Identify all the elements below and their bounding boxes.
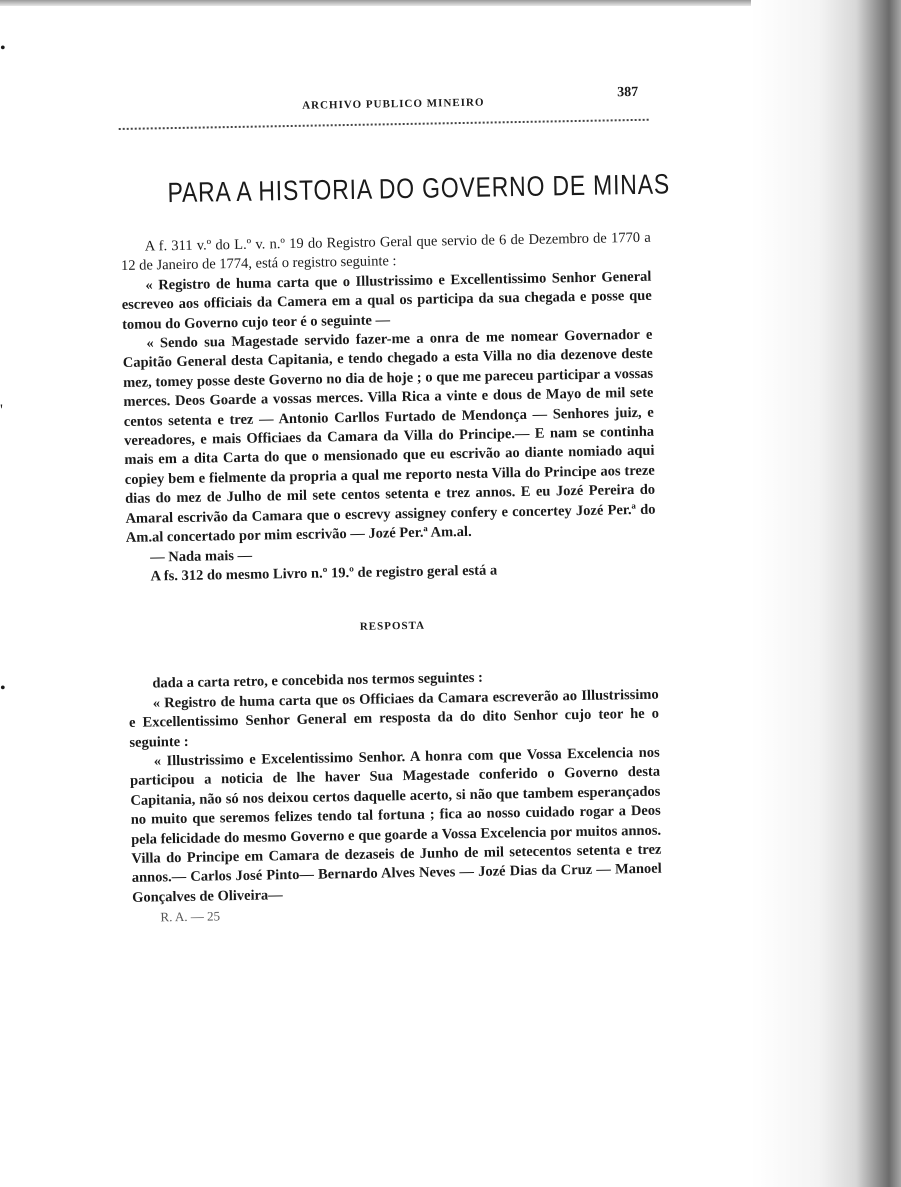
book-gutter-shadow <box>751 0 901 1187</box>
margin-dot: • <box>0 40 6 57</box>
page-number: 387 <box>617 84 639 101</box>
margin-dot: • <box>0 680 6 697</box>
document-page <box>118 79 671 926</box>
running-header <box>118 79 649 130</box>
paragraph: « Registro de huma carta que o Illustrissimo e Excellentissimo Senhor General escreveo aos officiais da Camera em a qual os participa da sua chegada e posse que tomou do Governo cujo teor é o seguinte — <box>121 268 652 333</box>
paragraph: « Registro de huma carta que os Officiaes da Camara escreverão ao Illustrissimo e Excellentissimo Senhor General em resposta da do dito Senhor cujo teor he o seguinte : <box>128 686 660 751</box>
paragraph: A f. 311 v.º do L.º v. n.º 19 do Registro Geral que servio de 6 de Dezembro de 1770 a 12 de Janeiro de 1774, está o registro seguinte : <box>120 229 651 275</box>
paragraph: « Sendo sua Magestade servido fazer-me a onra de me nomear Governador e Capitão General desta Capitania, e tendo chegado a esta Villa no dia dezenove deste mez, tomey posse deste Governo no dia de hoje ; o que me pareceu participar a vossas merces. Deos Goarde a vossas merces. Villa Rica a vinte e dous de Mayo de mil sete centos setenta e trez — Antonio Carllos Furtado de Mendonça — Senhores juiz, e vereadores, e mais Officiaes da Camara da Villa do Principe.— E nam se continha mais em a dita Carta do que o mensionado que eu escrivão ao diante nomiado aqui copiey bem e fielmente da propria a qual me reporto nesta Villa do Principe aos treze dias do mez de Julho de mil sete centos setenta e trez annos. E eu Jozé Pereira do Amaral escrivão da Camara que o escrevy assigney confery e concertey Jozé Per.ª do Am.al concertado por mim escrivão — Jozé Per.ª Am.al. <box>122 326 656 547</box>
paragraph: dada a carta retro, e concebida nos termos seguintes : <box>152 670 484 692</box>
nada-mais-line: — Nada mais — <box>150 547 253 566</box>
signature-mark: R. A. — 25 <box>160 908 221 925</box>
folio-line: A fs. 312 do mesmo Livro n.º 19.º de registro geral está a <box>150 562 498 585</box>
margin-dot: ' <box>0 402 3 419</box>
body-text <box>121 229 657 588</box>
section-subheading: RESPOSTA <box>359 620 426 634</box>
body-text-2 <box>128 666 662 908</box>
page-title: PARA A HISTORIA DO GOVERNO DE MINAS <box>167 168 671 209</box>
running-title: ARCHIVO PUBLICO MINEIRO <box>302 96 485 112</box>
paragraph: « Illustrissimo e Excelentissimo Senhor. A honra com que Vossa Excelencia nos participou a noticia de lhe haver Sua Magestade conferido o Governo desta Capitania, não só nos deixou certos daquelle acerto, si não que tambem esperançados no muito que seremos felizes tendo tal fortuna ; fica ao nosso cuidado rogar a Deos pela felicidade do mesmo Governo e que goarde a Vossa Excelencia por muitos annos. Villa do Principe em Camara de dezaseis de Junho de mil setecentos setenta e trez annos.— Carlos José Pinto— Bernardo Alves Neves — Jozé Dias da Cruz — Manoel Gonçalves de Oliveira— <box>129 744 662 906</box>
